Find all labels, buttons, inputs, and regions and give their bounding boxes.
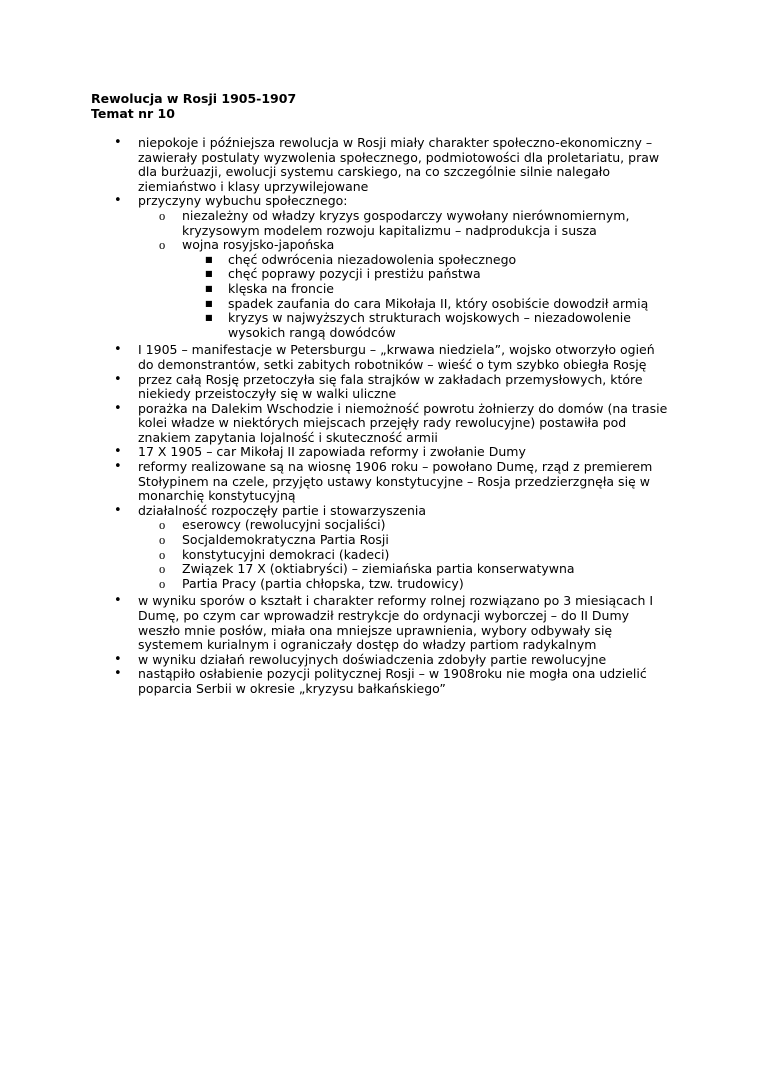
bullet-marker: • bbox=[114, 666, 122, 682]
list-item-text: Socjaldemokratyczna Partia Rosji bbox=[182, 532, 389, 548]
circle-marker: o bbox=[159, 208, 166, 223]
sub-list-item bbox=[0, 238, 648, 253]
bullet-marker: • bbox=[114, 651, 122, 667]
list-item-text: reformy realizowane są na wiosnę 1906 roku – powołano Dumę, rząd z premierem Stołypinem na czele, przyjęto ustawy konstytucyjne – Rosja przedzierzgnęła się w monarchię konstytucyjną bbox=[138, 459, 653, 504]
bullet-marker: • bbox=[114, 193, 122, 209]
bullet-marker: • bbox=[114, 371, 122, 387]
list-item bbox=[0, 373, 670, 402]
list-item-text: przyczyny wybuchu społecznego: bbox=[138, 193, 348, 209]
list-item-text: chęć poprawy pozycji i prestiżu państwa bbox=[228, 266, 481, 282]
title-line-2: Temat nr 10 bbox=[91, 106, 175, 121]
list-item-text: niezależny od władzy kryzys gospodarczy wywołany nierównomiernym, kryzysowym modelem rozwoju kapitalizmu – nadprodukcja i susza bbox=[182, 207, 630, 238]
list-item bbox=[0, 667, 670, 696]
list-item-text: porażka na Dalekim Wschodzie i niemożność powrotu żołnierzy do domów (na trasie kolei władze w niektórych miejscach przejęły rady rewolucyjne) postawiła pod znakiem zapytania lojalność i skuteczność armii bbox=[138, 400, 668, 445]
list-item bbox=[0, 504, 670, 519]
bullet-marker: • bbox=[114, 459, 122, 475]
list-item-text: konstytucyjni demokraci (kadeci) bbox=[182, 546, 390, 562]
square-marker: ■ bbox=[205, 254, 213, 264]
list-item bbox=[0, 343, 670, 372]
circle-marker: o bbox=[159, 238, 166, 253]
bullet-marker: • bbox=[114, 444, 122, 460]
list-item bbox=[0, 653, 670, 668]
document-title bbox=[91, 91, 296, 121]
sub-list-item bbox=[0, 562, 648, 577]
list-item bbox=[0, 594, 670, 652]
list-item-text: niepokoje i późniejsza rewolucja w Rosji miały charakter społeczno-ekonomiczny – zawierały postulaty wyzwolenia społecznego, podmiotowości dla proletariatu, praw dla burżuazji, ewolucji systemu carskiego, na co szczególnie silnie nalegało ziemiaństwo i klasy uprzywilejowane bbox=[138, 135, 660, 194]
list-item bbox=[0, 136, 670, 194]
list-item-text: w wyniku działań rewolucyjnych doświadczenia zdobyły partie rewolucyjne bbox=[138, 651, 607, 667]
list-item bbox=[0, 460, 670, 504]
list-item-text: spadek zaufania do cara Mikołaja II, który osobiście dowodził armią bbox=[228, 295, 649, 311]
circle-marker: o bbox=[159, 576, 166, 591]
list-item-text: I 1905 – manifestacje w Petersburgu – „krwawa niedziela”, wojsko otworzyło ogień do demonstrantów, setki zabitych robotników – wieść o tym szybko obiegła Rosję bbox=[138, 342, 655, 372]
bullet-marker: • bbox=[114, 502, 122, 518]
list-item-text: eserowcy (rewolucyjni socjaliści) bbox=[182, 517, 386, 533]
list-item-text: przez całą Rosję przetoczyła się fala strajków w zakładach przemysłowych, które niekiedy przeistoczyły się w walki uliczne bbox=[138, 371, 643, 402]
sub-sub-list-item bbox=[0, 297, 656, 312]
list-item-text: w wyniku sporów o kształt i charakter reformy rolnej rozwiązano po 3 miesiącach I Dumę, po czym car wprowadził restrykcje do ordynacji wyborczej – do II Dumy weszło mnie posłów, miała ona mniejsze uprawnienia, wybory odbywały się systemem kurialnym i ograniczały dostęp do władzy partiom radykalnym bbox=[138, 593, 654, 653]
square-marker: ■ bbox=[205, 269, 213, 279]
list-item-text: Związek 17 X (oktiabryści) – ziemiańska partia konserwatywna bbox=[182, 561, 575, 577]
sub-sub-list-item bbox=[0, 253, 656, 268]
list-item bbox=[0, 194, 670, 209]
list-item-text: kryzys w najwyższych strukturach wojskowych – niezadowolenie wysokich rangą dowódców bbox=[228, 310, 631, 340]
sub-list-item bbox=[0, 209, 648, 238]
list-item-text: klęska na froncie bbox=[228, 280, 334, 296]
sub-list-item bbox=[0, 548, 648, 563]
bullet-marker: • bbox=[114, 593, 122, 609]
square-marker: ■ bbox=[205, 313, 213, 323]
bullet-marker: • bbox=[114, 400, 122, 416]
sub-list-item bbox=[0, 518, 648, 533]
list-item-text: działalność rozpoczęły partie i stowarzyszenia bbox=[138, 502, 427, 518]
sub-list-item bbox=[0, 577, 648, 592]
bullet-list bbox=[0, 136, 760, 697]
sub-list-item bbox=[0, 533, 648, 548]
sub-sub-list-item bbox=[0, 311, 656, 340]
title-line-1: Rewolucja w Rosji 1905-1907 bbox=[91, 91, 297, 106]
list-item bbox=[0, 402, 670, 446]
list-item-text: chęć odwrócenia niezadowolenia społecznego bbox=[228, 251, 517, 267]
circle-marker: o bbox=[159, 518, 166, 533]
square-marker: ■ bbox=[205, 298, 213, 308]
circle-marker: o bbox=[159, 562, 166, 577]
list-item-text: Partia Pracy (partia chłopska, tzw. trudowicy) bbox=[182, 575, 464, 591]
bullet-marker: • bbox=[114, 135, 122, 150]
list-item-text: 17 X 1905 – car Mikołaj II zapowiada reformy i zwołanie Dumy bbox=[138, 444, 526, 460]
sub-sub-list-item bbox=[0, 267, 656, 282]
square-marker: ■ bbox=[205, 283, 213, 293]
circle-marker: o bbox=[159, 547, 166, 562]
list-item bbox=[0, 445, 670, 460]
list-item-text: wojna rosyjsko-japońska bbox=[182, 237, 335, 253]
bullet-marker: • bbox=[114, 342, 122, 358]
sub-sub-list-item bbox=[0, 282, 656, 297]
list-item-text: nastąpiło osłabienie pozycji politycznej Rosji – w 1908roku nie mogła ona udzielić poparcia Serbii w okresie „kryzysu bałkańskiego” bbox=[138, 666, 647, 696]
circle-marker: o bbox=[159, 533, 166, 548]
